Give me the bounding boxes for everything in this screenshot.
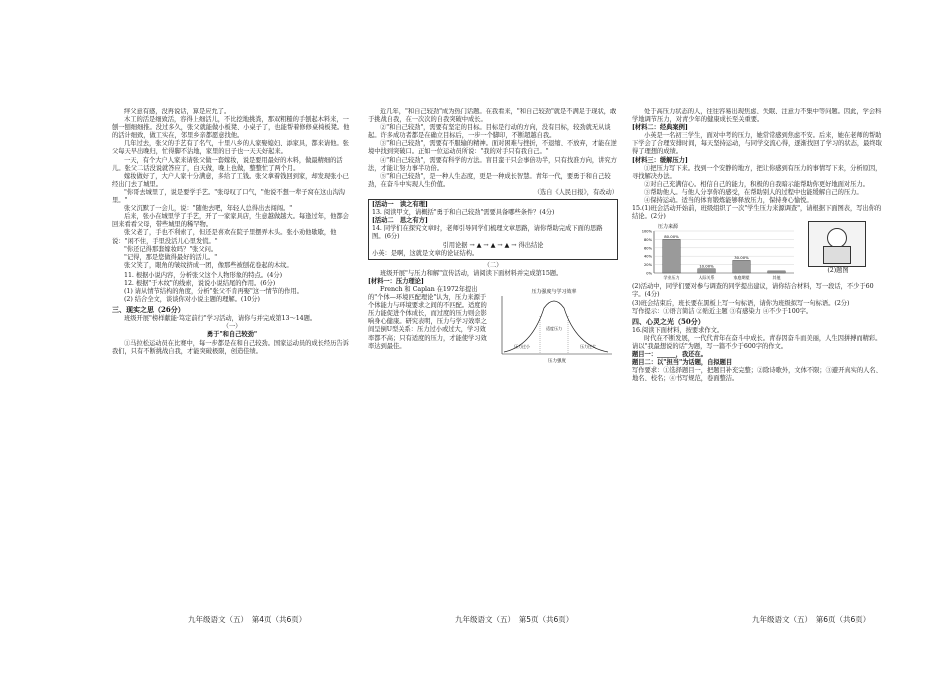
material-1-text: French 和 Caplan 在1972年提出的"个体—环境匹配理论"认为，压力来源于个体能力与环境要求之间的不匹配。适度的压力能促进个体成长，而过度的压力则会影响身心健康。研究表明，压力与学习效率之间呈倒U型关系：压力过小或过大，学习效率都不高；只有适度的压力，才能使学习效率达到最佳。 — [368, 285, 487, 350]
story-paragraph: 张父老了，手也不利索了，但还是喜欢在院子里摆弄木头。张小劝他歇歇，他说："闲不住，手里没活儿心里发慌。" — [112, 229, 337, 245]
x-tick-label: 人际关系 — [698, 275, 715, 281]
thought-chain: 引用论据 → ▲ → ▲ → ▲ → 得出结论 — [442, 241, 544, 249]
argument-paragraph: ③"和自己较劲"，需要有不服输的精神。面对困难与挫折，不退缩、不放弃，才能在逆境中找到突破口。正如一位运动员所说："我的对手只有我自己。" — [368, 140, 617, 156]
bar — [733, 261, 751, 274]
material-1-block — [368, 286, 618, 368]
tip-item: ④保持运动。适当的体育锻炼能够释放压力，保持身心愉悦。 — [644, 197, 813, 205]
argument-paragraph: ⑤"和自己较劲"，是一种人生态度，更是一种成长智慧。青年一代，要勇于和自己较劲，在奋斗中实现人生价值。 — [368, 172, 611, 188]
writing-requirements: 写作要求：①选择题目一，把题目补充完整；②除诗歌外，文体不限；③避开真实的人名、地名、校名；④书写规范，卷面整洁。 — [632, 367, 882, 383]
pressure-curve-svg — [492, 286, 616, 364]
y-tick-label: 40% — [644, 255, 652, 260]
bar — [768, 271, 786, 273]
pressure-curve-figure — [492, 286, 616, 368]
chart-and-cartoon — [632, 221, 882, 283]
material-1-title: [材料一：压力理论] — [368, 277, 424, 285]
intro-paragraph: 处于高压力状态的人，往往容易出现焦虑、失眠、注意力不集中等问题。因此，学会科学地调节压力，对青少年的健康成长至关重要。 — [632, 108, 882, 124]
stress-source-chart — [632, 221, 802, 283]
activity-1-header: [活动一 读之有理] — [372, 201, 428, 209]
tip-item: ②对自己充满信心。相信自己的能力，积极的自我暗示能帮助你更好地面对压力。 — [644, 180, 869, 188]
band-high: 压力过大 — [580, 343, 596, 349]
argument-paragraph: ②"和自己较劲"，需要有坚定的目标。目标是行动的方向，没有目标，较劲就无从谈起。许多成功者都是在确立目标后，一步一个脚印，不断超越自我。 — [368, 124, 611, 140]
activity-2-header: [活动二 思之有方] — [372, 217, 428, 225]
question-13: 13. 阅读甲文，请概括"勇于和自己较劲"需要具备哪些条件？(4分) — [372, 209, 555, 217]
x-tick-label: 家庭期望 — [733, 275, 750, 281]
curve-title: 压力强度与学习效率 — [531, 288, 577, 295]
questions-11-12 — [112, 272, 352, 304]
question-15-3: (3)班会结束后，班长要在黑板上写一句标语，请你为班级拟写一句标语。(2分) — [632, 299, 850, 307]
footer-page-6: 九年级语文（五） 第6页（共6页） — [752, 615, 871, 624]
page-column-4 — [112, 108, 352, 611]
material-2-text: 小英是一名初三学生，面对中考的压力，她常常感到焦虑不安。后来，她在老师的帮助下学会了合理安排时间，每天坚持运动，与同学交流心得，逐渐找回了学习的状态，最终取得了理想的成绩。 — [632, 132, 882, 156]
tips-list — [632, 165, 882, 205]
bar — [698, 269, 716, 273]
y-tick-label: 60% — [644, 246, 652, 251]
essay-prompt: 时代在不断发展，一代代青年在奋斗中成长。青春因奋斗而美丽，人生因拼搏而精彩。请以"我最想说的话"为题，写一篇不少于600字的作文。 — [632, 334, 882, 350]
story-text — [112, 108, 352, 270]
footer-page-5: 九年级语文（五） 第5页（共6页） — [455, 615, 574, 624]
argument-text — [368, 108, 618, 189]
data-label: 10.00% — [699, 263, 714, 269]
source-note: （选自《人民日报》，有改动） — [533, 188, 618, 196]
writing-hint: 写作提示：①语言简洁 ②贴近主题 ③有感染力 ④不少于100字。 — [632, 307, 813, 315]
page-column-6 — [632, 108, 882, 611]
bar — [663, 240, 681, 274]
tip-item: ①把压力写下来。找到一个安静的地方，把让你感到有压力的事情写下来，分析原因，寻找解决办法。 — [632, 164, 882, 180]
material-3-title: [材料三：缓解压力] — [632, 156, 688, 164]
y-tick-label: 20% — [644, 263, 652, 268]
story-paragraph: 后来，张小在城里学了手艺，开了一家家具店，生意越做越大。每逢过年，他都会回来看看父母，带些城里的稀罕物。 — [112, 213, 349, 229]
argument-paragraph: ④"和自己较劲"，需要有科学的方法。盲目蛮干只会事倍功半，只有找准方向，讲究方法，才能让努力事半功倍。 — [368, 156, 617, 172]
data-label: 30.00% — [734, 255, 749, 261]
story-paragraph: 绊父意有感，没再说话，算是应允了。 — [124, 108, 231, 115]
topic-1: 题目一：______，我还在。 — [632, 350, 707, 358]
sub-title-2: （二） — [483, 261, 503, 269]
chart-title: 压力来源 — [658, 224, 679, 231]
cartoon-caption: (2)题图 — [827, 267, 849, 275]
question-item: 12. 根据"于木纹"的线索，说说小说结尾的作用。(6分) — [124, 279, 276, 287]
section-intro: 班级开展"榜样献能·笃定前行"学习活动，请你与并完成第13～14题。 — [124, 315, 317, 323]
sub-title: （一） — [222, 323, 242, 331]
section-4-title: 四、心灵之光（50分） — [632, 316, 705, 326]
column-3-intro — [632, 108, 882, 124]
data-label: 80.00% — [664, 234, 679, 240]
y-tick-label: 0% — [646, 271, 652, 276]
story-paragraph: "记得，那是您做得最好的活儿。" — [124, 253, 218, 261]
story-paragraph: 张父笑了，眼角的皱纹挤成一团，像那些被刨花卷起的木纹。 — [124, 261, 293, 269]
curve-xlabel: 压力强度 — [548, 358, 566, 364]
story-paragraph: "你还记得那套嫁妆吗？"张父问。 — [124, 245, 218, 253]
question-14: 14. 同学们在探究文章时，老师引导同学们梳理文章思路，请你帮助完成下面的思路图。(6分) — [372, 225, 603, 241]
story-paragraph: 张父沉默了一会儿，说："随他去吧，年轻人总得出去闯闯。" — [124, 205, 293, 213]
x-tick-label: 学业压力 — [663, 275, 680, 281]
cartoon-image — [808, 221, 866, 267]
story-paragraph: 一天，有个大户人家来请张父做一套嫁妆，说是要用最好的木料，做最精细的活儿。张父二话没说就答应了，白天做，晚上也做，整整忙了两个月。 — [112, 156, 343, 172]
story-paragraph: "你哥去城里了，说是要学手艺。"张母叹了口气，"他说不想一辈子窝在这山沟沟里。" — [112, 188, 345, 205]
topic-2: 题目二：以"担当"为话题，自拟题目 — [632, 359, 733, 367]
tip-item: ③帮助他人。与他人分享你的感受，在帮助别人的过程中也能缓解自己的压力。 — [644, 188, 863, 196]
material-2-title: [材料二：经典案例] — [632, 124, 688, 132]
question-item: (1) 请从情节结构的角度，分析"张父不肯再娶"这一情节的作用。 — [124, 288, 303, 296]
question-item: (2) 结合全文，谈谈你对小说主题的理解。(10分) — [124, 296, 260, 304]
article-title: 勇于"和自己较劲" — [206, 331, 258, 339]
article-paragraph: ①马拉松运动员在比赛中，每一步都是在和自己较劲。国家运动员的成长经历告诉我们，只有不断挑战自我，才能突破极限，创造佳绩。 — [112, 339, 349, 355]
page-column-5 — [368, 108, 618, 611]
question-16: 16.阅读下面材料，按要求作文。 — [632, 326, 724, 334]
question-15-2: (2)活动中，同学们要对参与调查的同学提出建议，请你结合材料，写一段话，不少于60字。(4分) — [632, 283, 874, 299]
question-box-13 — [368, 199, 618, 260]
question-item: 11. 根据小说内容，分析张父这个人物形象的特点。(4分) — [124, 271, 283, 279]
y-tick-label: 100% — [641, 229, 652, 234]
band-low: 压力过小 — [514, 343, 530, 349]
question-14-note: 小英：是啊，这就是文章的论证结构。 — [372, 249, 479, 257]
x-tick-label: 其他 — [772, 275, 781, 281]
footer-page-4: 九年级语文（五） 第4页（共6页） — [188, 615, 307, 624]
story-paragraph: 木工的活是细致活，容得上细活儿，不比挖地挑粪，那双粗糙的手刨起木料来，一刨一刨细细推。没过多久，张父就能做小板凳、小桌子了，也能帮着修修桌椅板凳。他的活计细致，做工实在，邻里乡亲都愿意找他。 — [112, 116, 350, 140]
band-mid: 适度压力 — [546, 325, 562, 331]
section-3-title: 三、现实之思（26分） — [112, 305, 185, 315]
y-tick-label: 80% — [644, 238, 652, 243]
argument-paragraph: 近几年，"和自己较劲"成为热门话题。在我看来，"和自己较劲"就是不满足于现状，敢于挑战自我，在一次次的自我突破中成长。 — [368, 108, 617, 124]
story-paragraph: 几年过去，张父的手艺有了名气，十里八乡的人家娶媳妇、添家具，都来请他。张父每天早出晚归，忙得脚不沾地，家里的日子也一天天好起来。 — [112, 140, 349, 156]
story-paragraph: 嫁妆做好了，大户人家十分满意，多给了工钱。张父拿着钱回到家，却发现张小已经出门去了城里。 — [112, 172, 349, 188]
intro-2: 班级开展"与压力和解"宣传活动，请阅读下面材料并完成第15题。 — [380, 269, 563, 277]
question-15-1: 15.(1)班会活动开始前，班级组织了一次"学生压力来源调查"，请根据下面图表，写出你的结论。(2分) — [632, 205, 882, 221]
cartoon-figure — [808, 221, 868, 275]
